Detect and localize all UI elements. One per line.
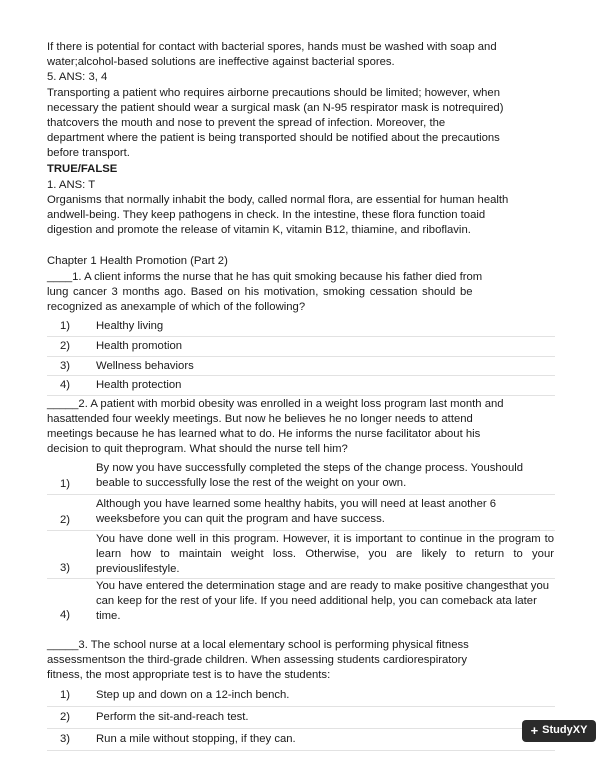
q2-option-row[interactable] <box>47 458 555 495</box>
studyxy-badge[interactable] <box>522 720 596 742</box>
intro-line-2: water;alcohol-based solutions are ineffective against bacterial spores. <box>47 56 395 68</box>
q1-option-row[interactable] <box>47 375 555 396</box>
answer-5-line: before transport. <box>47 147 130 159</box>
option-number: 1) <box>60 478 71 490</box>
question-2-line: hasattended four weekly meetings. But now he believes he no longer needs to attend <box>47 413 473 425</box>
answer-5-line: necessary the patient should wear a surgical mask (an N-95 respirator mask is notrequired) <box>47 102 504 114</box>
option-text: Wellness behaviors <box>96 360 194 372</box>
option-number: 3) <box>60 733 71 745</box>
intro-line-1: If there is potential for contact with bacterial spores, hands must be washed with soap and <box>47 41 497 53</box>
q3-option-row[interactable] <box>47 728 555 751</box>
tf-answer-line: andwell-being. They keep pathogens in check. In the intestine, these flora function toaid <box>47 209 486 221</box>
question-2-line: meetings because he has learned what to do. He informs the nurse facilitator about his <box>47 428 481 440</box>
answer-5-label: 5. ANS: 3, 4 <box>47 71 108 83</box>
option-number: 2) <box>60 711 71 723</box>
option-number: 4) <box>60 379 71 391</box>
option-number: 3) <box>60 562 71 574</box>
option-text: Perform the sit-and-reach test. <box>96 711 249 723</box>
answer-blank: _____ <box>47 398 79 410</box>
option-text: Although you have learned some healthy habits, you will need at least another 6 weeksbefore you can quit the program and have success. <box>96 498 497 526</box>
tf-answer-line: digestion and promote the release of vitamin K, vitamin B12, thiamine, and riboflavin. <box>47 224 471 236</box>
chapter-title: Chapter 1 Health Promotion (Part 2) <box>47 255 228 267</box>
q3-option-row[interactable] <box>47 706 555 729</box>
option-text: Step up and down on a 12-inch bench. <box>96 689 290 701</box>
brand-name: StudyXY <box>542 724 588 737</box>
option-number: 4) <box>60 609 71 621</box>
answer-blank: _____ <box>47 639 79 651</box>
question-1-line: ____1. A client informs the nurse that he has quit smoking because his father died from <box>47 271 483 283</box>
q3-option-row[interactable] <box>47 684 555 707</box>
q2-option-row[interactable] <box>47 578 555 626</box>
option-text: You have done well in this program. However, it is important to continue in the program to learn how to maintain weight loss. Otherwise, you are likely to return to your previouslifestyle. <box>96 533 554 576</box>
tf-answer-label: 1. ANS: T <box>47 179 96 191</box>
answer-5-line: thatcovers the mouth and nose to prevent the spread of infection. Moreover, the <box>47 117 446 129</box>
option-text: By now you have successfully completed the steps of the change process. Youshould beable to successfully lose the rest of the weight on your own. <box>96 462 524 490</box>
question-2-line: decision to quit theprogram. What should the nurse tell him? <box>47 443 348 455</box>
q1-option-row[interactable] <box>47 356 555 376</box>
answer-blank: ____ <box>47 271 73 283</box>
answer-5-line: Transporting a patient who requires airborne precautions should be limited; however, when <box>47 87 500 99</box>
q2-option-row[interactable] <box>47 530 555 579</box>
option-text: You have entered the determination stage and are ready to make positive changesthat you can keep for the rest of your life. If you need additional help, you can comeback ata later time. <box>96 580 550 623</box>
answer-5-line: department where the patient is being transported should be notified about the precautions <box>47 132 500 144</box>
q1-option-row[interactable] <box>47 316 555 337</box>
tf-answer-line: Organisms that normally inhabit the body, called normal flora, are essential for human health <box>47 194 509 206</box>
option-text: Healthy living <box>96 320 164 332</box>
plus-icon: + <box>530 723 539 739</box>
option-number: 1) <box>60 689 71 701</box>
q1-option-row[interactable] <box>47 336 555 357</box>
option-number: 1) <box>60 320 71 332</box>
question-3-line: assessmentson the third-grade children. When assessing students cardiorespiratory <box>47 654 468 666</box>
option-text: Health promotion <box>96 340 183 352</box>
question-3-line: fitness, the most appropriate test is to have the students: <box>47 669 331 681</box>
option-number: 2) <box>60 340 71 352</box>
option-number: 2) <box>60 514 71 526</box>
option-text: Run a mile without stopping, if they can. <box>96 733 296 745</box>
option-text: Health protection <box>96 379 182 391</box>
question-2-line: _____2. A patient with morbid obesity was enrolled in a weight loss program last month and <box>47 398 504 410</box>
section-heading-true-false: TRUE/FALSE <box>47 163 118 175</box>
q2-option-row[interactable] <box>47 494 555 531</box>
option-number: 3) <box>60 360 71 372</box>
question-1-line: recognized as anexample of which of the following? <box>47 301 306 313</box>
question-1-line: lung cancer 3 months ago. Based on his motivation, smoking cessation should be <box>47 286 473 298</box>
question-3-line: _____3. The school nurse at a local elementary school is performing physical fitness <box>47 639 469 651</box>
